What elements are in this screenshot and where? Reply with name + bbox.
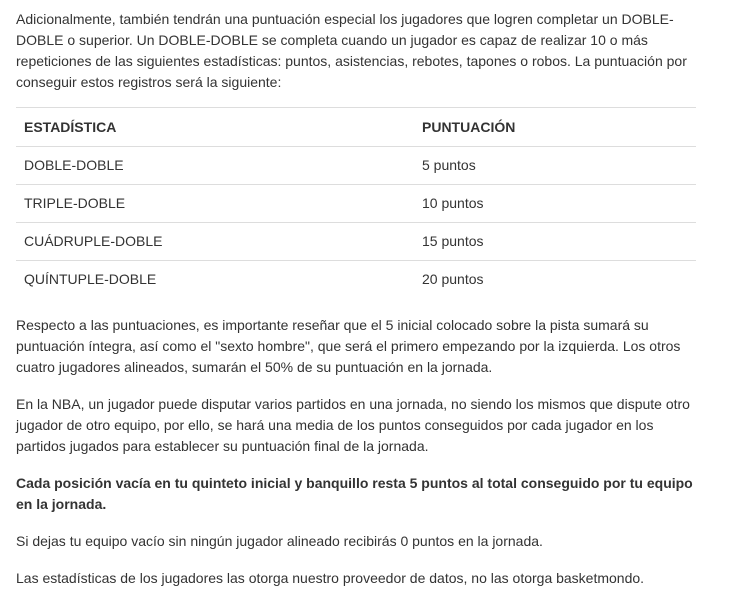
table-row xyxy=(16,185,696,223)
row-statistic: TRIPLE-DOBLE xyxy=(16,185,414,223)
scoring-table xyxy=(16,107,696,298)
row-score: 10 puntos xyxy=(414,185,696,223)
header-score: PUNTUACIÓN xyxy=(414,108,696,147)
row-score: 20 puntos xyxy=(414,261,696,299)
row-statistic: CUÁDRUPLE-DOBLE xyxy=(16,223,414,261)
row-score: 15 puntos xyxy=(414,223,696,261)
table-row xyxy=(16,223,696,261)
table-header-row xyxy=(16,108,696,147)
intro-paragraph: Adicionalmente, también tendrán una puntuación especial los jugadores que logren completar un DOBLE-DOBLE o superior. Un DOBLE-DOBLE se completa cuando un jugador es capaz de realizar 10 o más repeticiones de las siguientes estadísticas: puntos, asistencias, rebotes, tapones o robos. La puntuación por conseguir estos registros será la siguiente: xyxy=(16,11,687,90)
empty-position-penalty-note: Cada posición vacía en tu quinteto inicial y banquillo resta 5 puntos al total conseguido por tu equipo en la jornada. xyxy=(16,475,693,512)
scoring-rules-paragraph: Respecto a las puntuaciones, es importante reseñar que el 5 inicial colocado sobre la pista sumará su puntuación íntegra, así como el "sexto hombre", que será el primero empezando por la izquierda. Los otros cuatro jugadores alineados, sumarán el 50% de su puntuación en la jornada. xyxy=(16,317,681,375)
table-row xyxy=(16,147,696,185)
row-statistic: DOBLE-DOBLE xyxy=(16,147,414,185)
header-statistic: ESTADÍSTICA xyxy=(16,108,414,147)
table-row xyxy=(16,261,696,299)
row-score: 5 puntos xyxy=(414,147,696,185)
multiple-games-paragraph: En la NBA, un jugador puede disputar varios partidos en una jornada, no siendo los mismos que dispute otro jugador de otro equipo, por ello, se hará una media de los puntos conseguidos por cada jugador en los partidos jugados para establecer su puntuación final de la jornada. xyxy=(16,396,690,454)
data-provider-paragraph: Las estadísticas de los jugadores las otorga nuestro proveedor de datos, no las otorga basketmondo. xyxy=(16,570,645,586)
row-statistic: QUÍNTUPLE-DOBLE xyxy=(16,261,414,299)
empty-team-paragraph: Si dejas tu equipo vacío sin ningún jugador alineado recibirás 0 puntos en la jornada. xyxy=(16,533,543,549)
